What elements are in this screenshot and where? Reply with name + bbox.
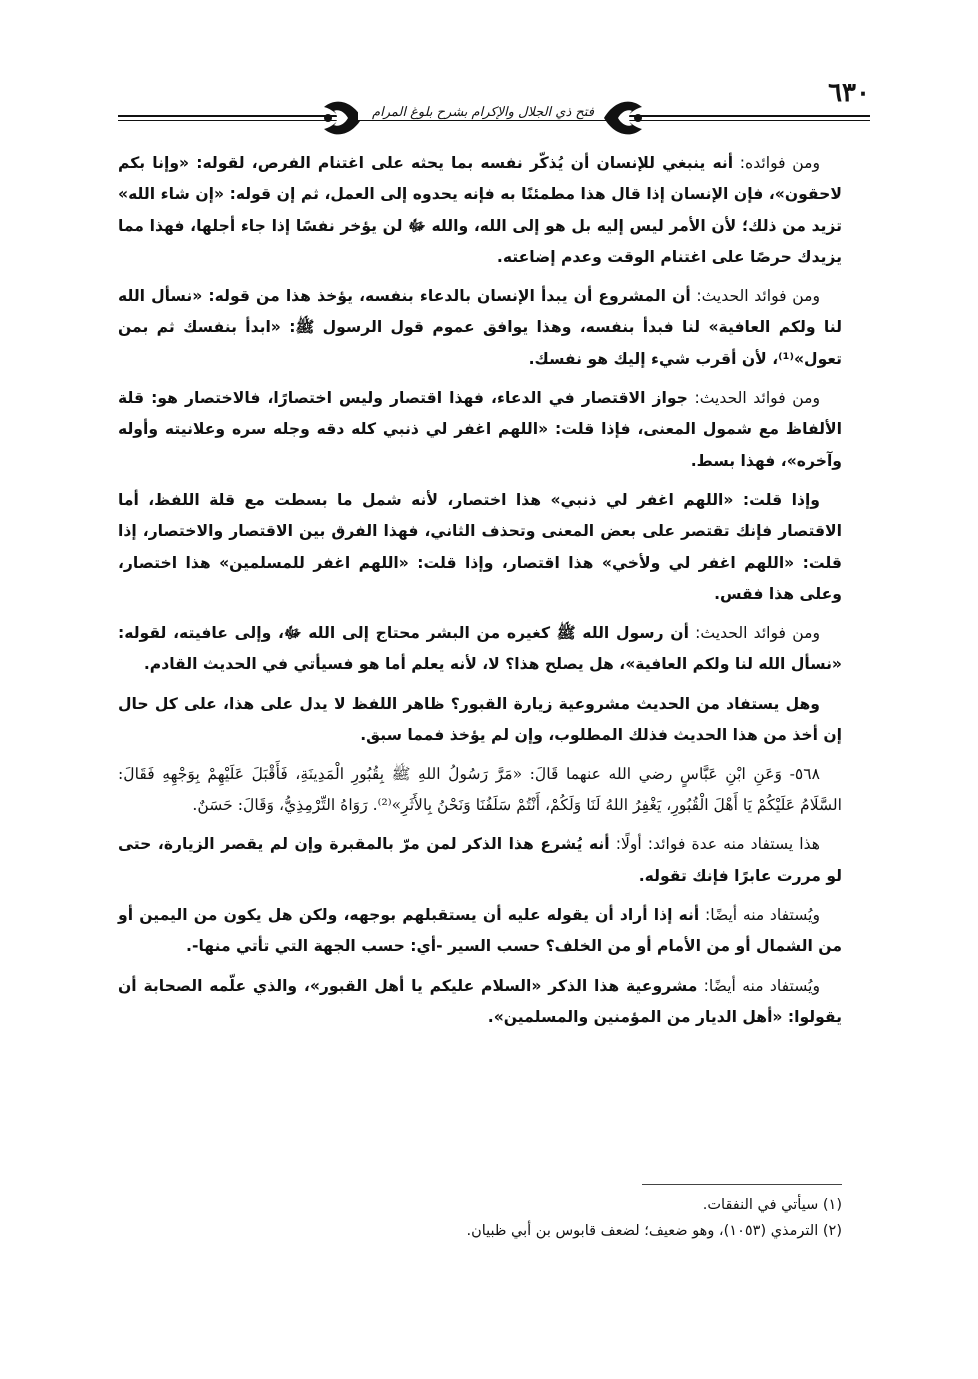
ornament-right-icon	[602, 93, 648, 143]
paragraph: ومن فوائد الحديث: أن المشروع أن يبدأ الإنسان بالدعاء بنفسه، يؤخذ هذا من قوله: «نسأل الله لنا ولكم العافية» لنا فبدأ بنفسه، وهذا يوافق عموم قول الرسول ﷺ: «ابدأ بنفسك ثم بمن تعول»⁽¹⁾، لأن أقرب شيء إليك هو نفسك.	[118, 287, 842, 368]
hadith-text: ٥٦٨- وَعَنِ ابْنِ عَبَّاسٍ رضي الله عنهما قَالَ: «مَرَّ رَسُولُ اللهِ ﷺ بِقُبُورِ الْمَدِينَةِ، فَأَقْبَلَ عَلَيْهِمْ بِوَجْهِهِ فَقَالَ: السَّلَامُ عَلَيْكُمْ يَا أَهْلَ الْقُبُورِ، يَغْفِرُ اللهُ لَنَا وَلَكُمْ، أَنْتُمْ سَلَفُنَا وَنَحْنُ بِالأَثَرِ»⁽²⁾. رَوَاهُ التِّرْمِذِيُّ، وَقَالَ: حَسَنٌ.	[118, 765, 842, 815]
paragraph: ومن فوائد الحديث: جواز الاقتصار في الدعاء، فهذا اقتصار وليس اختصارًا، فالاختصار هو: قلة الألفاظ مع شمول المعنى، فإذا قلت: «اللهم اغفر لي ذنبي كله دقه وجله سره وعلانيته وأوله وآخره»، فهذا بسط.	[118, 389, 842, 470]
page-header	[118, 78, 870, 146]
paragraph: ومن فوائد الحديث: أن رسول الله ﷺ كغيره من البشر محتاج إلى الله ﷻ، وإلى عافيته، لقوله: «نسأل الله لنا ولكم العافية»، هل يصلح هذا؟ لا، لأنه يعلم أما هو فسيأتي في الحديث القادم.	[118, 624, 842, 674]
paragraph: ومن فوائده: أنه ينبغي للإنسان أن يُذكّر نفسه بما يحثه على اغتنام الفرص، لقوله: «وإنا بكم لاحقون»، فإن الإنسان إذا قال هذا مطمئنًا به فإنه يحدوه إلى العمل، ثم إن قوله: «إن شاء الله» تزيد من ذلك؛ لأن الأمر ليس إليه بل هو إلى الله، والله ﷻ لن يؤخر نفسًا إذا جاء أجلها، فهذا مما يزيدك حرصًا على اغتنام الوقت وعدم إضاعته.	[118, 154, 842, 266]
paragraph: هذا يستفاد منه عدة فوائد: أولًا: أنه يُشرع هذا الذكر لمن مرّ بالمقبرة وإن لم يقصر الزيارة، حتى لو مررت عابرًا فإنك تقوله.	[118, 835, 842, 885]
page-number: ٦٣٠	[828, 78, 870, 108]
paragraph: وإذا قلت: «اللهم اغفر لي ذنبي» هذا اختصار، لأنه شمل ما بسطت مع قلة اللفظ، أما الاقتصار فإنك تقتصر على بعض المعنى وتحذف الثاني، فهذا الفرق بين الاقتصار والاختصار، إذا قلت: «اللهم اغفر لي ولأخي» هذا اقتصار، وإذا قلت: «اللهم اغفر للمسلمين» هذا اختصار، وعلى هذا فقس.	[118, 490, 842, 603]
footnotes	[118, 1192, 842, 1244]
book-title: فتح ذي الجلال والإكرام بشرح بلوغ المرام	[358, 105, 608, 120]
main-text	[118, 148, 842, 1041]
footnote: (١) سيأتي في النفقات.	[702, 1197, 842, 1213]
footnote-rule	[642, 1184, 842, 1185]
paragraph: وهل يستفاد من الحديث مشروعية زيارة القبور؟ ظاهر اللفظ لا يدل على هذا، على كل حال إن أخذ من هذا الحديث فذلك المطلوب، وإن لم يؤخذ فمما سبق.	[118, 694, 842, 745]
title-banner	[318, 93, 648, 143]
footnote: (٢) الترمذي (١٠٥٣)، وهو ضعيف؛ لضعف قابوس بن أبي ظبيان.	[466, 1223, 842, 1239]
paragraph: ويُستفاد منه أيضًا: مشروعية هذا الذكر «السلام عليكم يا أهل القبور»، والذي علّمه الصحابة أن يقولوا: «أهل الديار من المؤمنين والمسلمين».	[118, 976, 842, 1026]
hadith-number: ٥٦٨-	[782, 765, 820, 784]
paragraph: ويُستفاد منه أيضًا: أنه إذا أراد أن يقوله عليه أن يستقبلهم بوجهه، ولكن هل يكون من اليمين أو من الشمال أو من الأمام أو من الخلف؟ حسب السير -أي: حسب الجهة التي تأتي منها-.	[118, 905, 842, 956]
